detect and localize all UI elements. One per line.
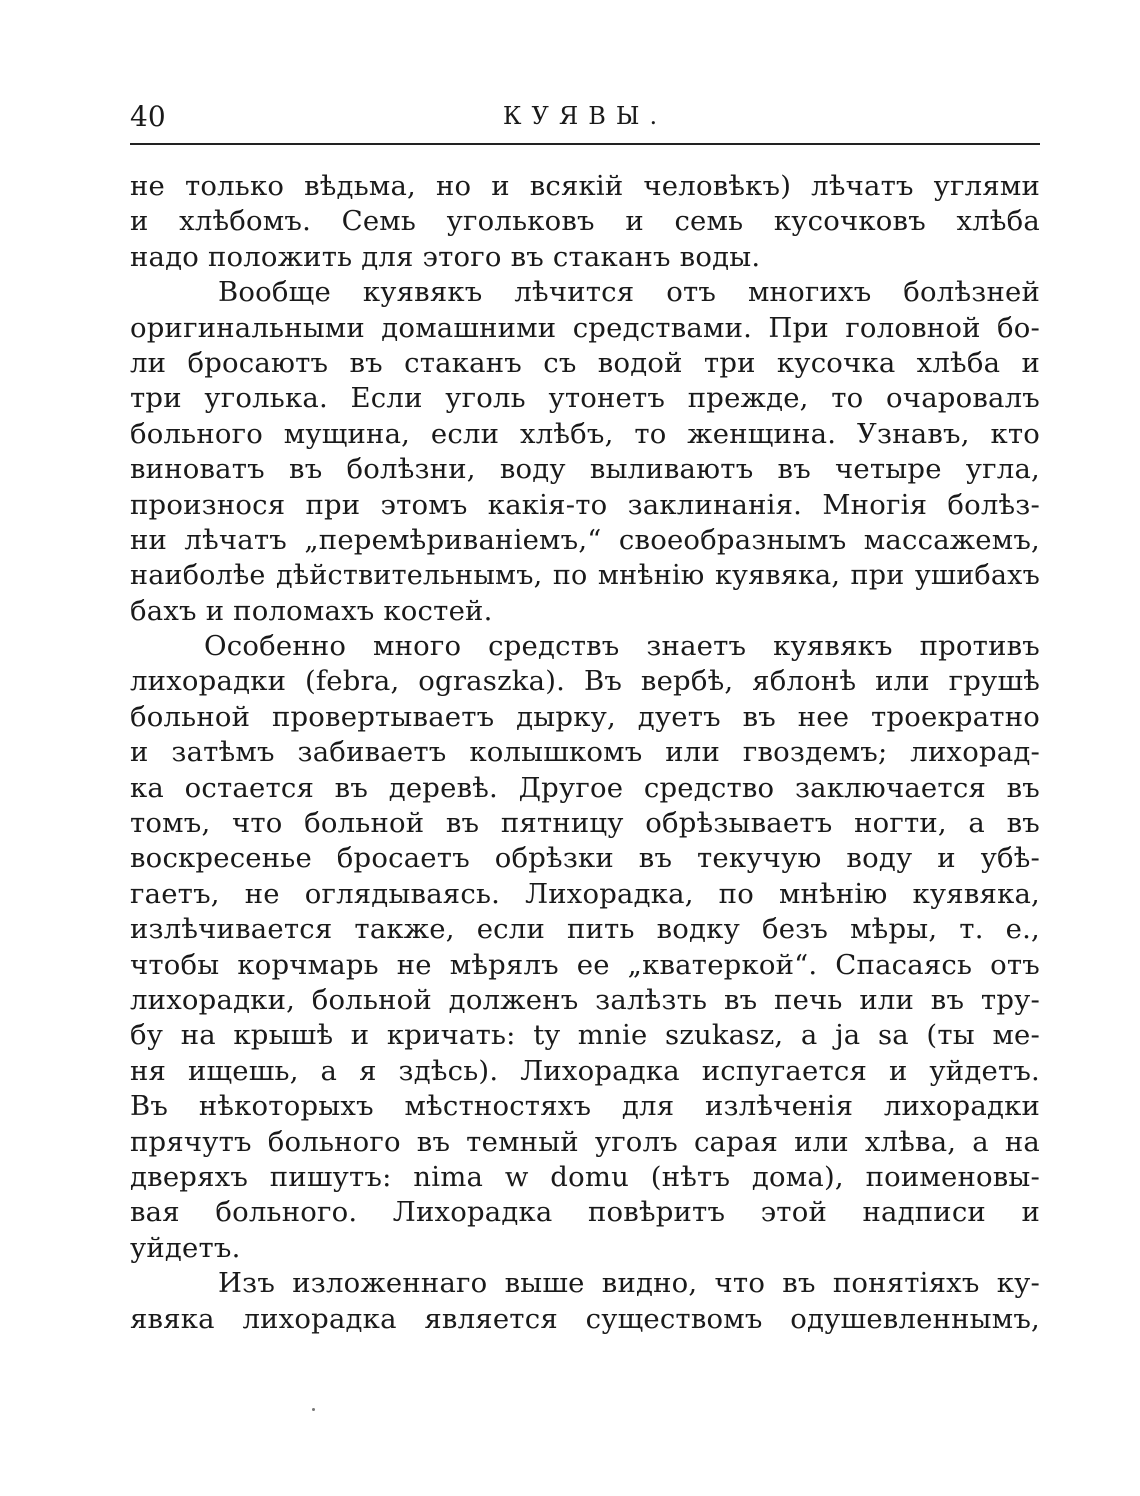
text-line: ня ищешь, а я здѣсь). Лихорадка испугается и уйдетъ. [130, 1054, 1040, 1087]
page-header [130, 100, 1040, 140]
header-rule [130, 143, 1040, 145]
text-line: оригинальными домашними средствами. При головной бо- [130, 311, 1040, 344]
paragraph-3 [130, 629, 1040, 1266]
text-line: ли бросаютъ въ стаканъ съ водой три кусочка хлѣба и [130, 346, 1040, 379]
text-line: и затѣмъ забиваетъ колышкомъ или гвоздемъ; лихорад- [130, 736, 1040, 769]
text-line: чтобы корчмарь не мѣрялъ ее „кватеркой“. Спасаясь отъ [130, 948, 1040, 981]
text-line: ни лѣчатъ „перемѣриваніемъ,“ своеобразнымъ массажемъ, [130, 523, 1040, 556]
page-number: 40 [130, 100, 166, 133]
text-line: уйдетъ. [130, 1231, 241, 1264]
text-line: больной провертываетъ дырку, дуетъ въ нее троекратно [130, 700, 1040, 733]
text-line: лихорадки, больной долженъ залѣзть въ печь или въ тру- [130, 983, 1040, 1016]
text-line: Вообще куявякъ лѣчится отъ многихъ болѣзней [218, 276, 1040, 309]
paragraph-2 [130, 275, 1040, 629]
text-line: явяка лихорадка является существомъ одушевленнымъ, [130, 1302, 1040, 1335]
paragraph-4 [130, 1266, 1040, 1337]
text-line: томъ, что больной въ пятницу обрѣзываетъ ногти, а въ [130, 807, 1040, 840]
text-line: бахъ и поломахъ костей. [130, 594, 493, 627]
running-title: КУЯВЫ. [502, 102, 668, 130]
paper-speck [312, 1408, 315, 1411]
text-line: больного мущина, если хлѣбъ, то женщина. Узнавъ, кто [130, 417, 1040, 450]
text-line: наиболѣе дѣйствительнымъ, по мнѣнію куявяка, при ушибахъ [130, 560, 1040, 592]
text-line: бу на крышѣ и кричать: ty mnie szukasz, a ja sa (ты ме- [130, 1019, 1040, 1052]
text-line: излѣчивается также, если пить водку безъ мѣры, т. е., [130, 913, 1040, 946]
text-line: виноватъ въ болѣзни, воду выливаютъ въ четыре угла, [130, 453, 1040, 486]
text-line: гаетъ, не оглядываясь. Лихорадка, по мнѣнію куявяка, [130, 877, 1040, 910]
text-line: произнося при этомъ какія-то заклинанія. Многія болѣз- [130, 488, 1040, 521]
text-line: воскресенье бросаетъ обрѣзки въ текучую воду и убѣ- [130, 842, 1040, 875]
text-line: надо положить для этого въ стаканъ воды. [130, 240, 761, 273]
text-line: Изъ изложеннаго выше видно, что въ понятіяхъ ку- [218, 1267, 1040, 1300]
paragraph-1 [130, 169, 1040, 275]
text-line: ка остается въ деревѣ. Другое средство заключается въ [130, 771, 1040, 804]
text-line: прячутъ больного въ темный уголъ сарая или хлѣва, а на [130, 1125, 1040, 1158]
text-line: три уголька. Если уголь утонетъ прежде, то очаровалъ [130, 382, 1040, 415]
text-line: и хлѣбомъ. Семь угольковъ и семь кусочковъ хлѣба [130, 205, 1040, 238]
text-line: дверяхъ пишутъ: nima w domu (нѣтъ дома), поименовы- [130, 1160, 1040, 1193]
text-line: не только вѣдьма, но и всякій человѣкъ) лѣчатъ углями [130, 170, 1040, 202]
text-line: лихорадки (febra, ograszka). Въ вербѣ, яблонѣ или грушѣ [130, 665, 1040, 698]
text-line: Особенно много средствъ знаетъ куявякъ противъ [204, 630, 1040, 663]
text-line: Въ нѣкоторыхъ мѣстностяхъ для излѣченія лихорадки [130, 1090, 1040, 1123]
text-line: вая больного. Лихорадка повѣритъ этой надписи и [130, 1196, 1040, 1229]
body-text [130, 169, 1040, 1337]
